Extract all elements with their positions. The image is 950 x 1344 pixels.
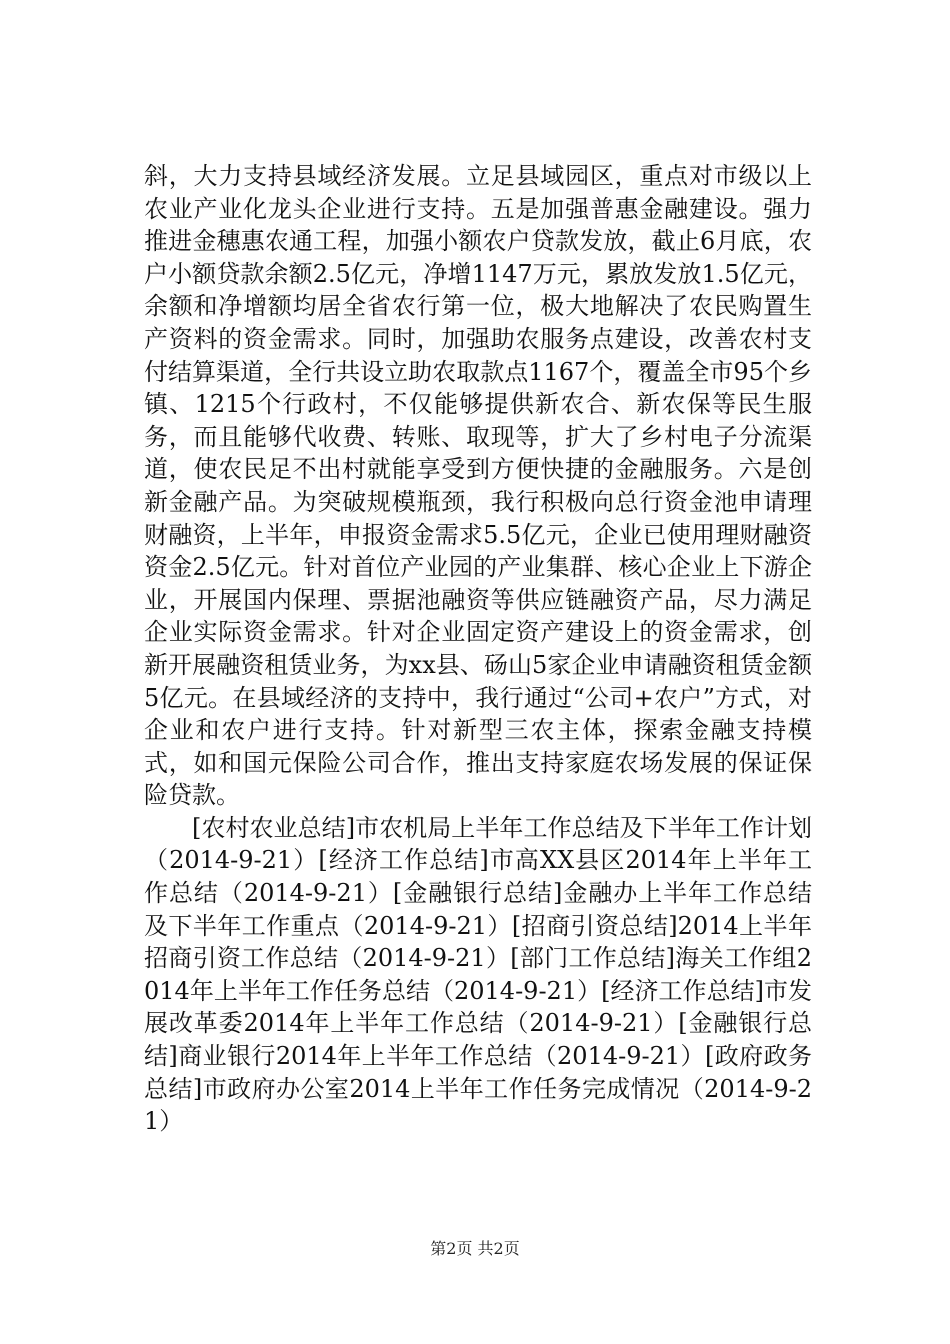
paragraph-financial-support: 斜，大力支持县域经济发展。立足县域园区，重点对市级以上农业产业化龙头企业进行支持。五是加强普惠金融建设。强力推进金穗惠农通工程，加强小额农户贷款发放，截止6月底，农户小额贷款余额2.5亿元，净增1147万元，累放发放1.5亿元，余额和净增额均居全省农行第一位，极大地解决了农民购置生产资料的资金需求。同时，加强助农服务点建设，改善农村支付结算渠道，全行共设立助农取款点1167个，覆盖全市95个乡镇、1215个行政村，不仅能够提供新农合、新农保等民生服务，而且能够代收费、转账、取现等，扩大了乡村电子分流渠道，使农民足不出村就能享受到方便快捷的金融服务。六是创新金融产品。为突破规模瓶颈，我行积极向总行资金池申请理财融资，上半年，申报资金需求5.5亿元，企业已使用理财融资资金2.5亿元。针对首位产业园的产业集群、核心企业上下游企业，开展国内保理、票据池融资等供应链融资产品，尽力满足企业实际资金需求。针对企业固定资产建设上的资金需求，创新开展融资租赁业务，为xx县、砀山5家企业申请融资租赁金额5亿元。在县域经济的支持中，我行通过“公司+农户”方式，对企业和农户进行支持。针对新型三农主体，探索金融支持模式，如和国元保险公司合作，推出支持家庭农场发展的保证保险贷款。 [144,162,812,810]
page-number-label: 第2页 共2页 [430,1239,520,1258]
page-footer [0,1239,950,1259]
document-body [144,160,812,1138]
paragraph-related-summaries: [农村农业总结]市农机局上半年工作总结及下半年工作计划（2014-9-21）[经济工作总结]市高XX县区2014年上半年工作总结（2014-9-21）[金融银行总结]金融办上半年工作总结及下半年工作重点（2014-9-21）[招商引资总结]2014上半年招商引资工作总结（2014-9-21）[部门工作总结]海关工作组2014年上半年工作任务总结（2014-9-21）[经济工作总结]市发展改革委2014年上半年工作总结（2014-9-21）[金融银行总结]商业银行2014年上半年工作总结（2014-9-21）[政府政务总结]市政府办公室2014上半年工作任务完成情况（2014-9-21） [144,813,812,1136]
